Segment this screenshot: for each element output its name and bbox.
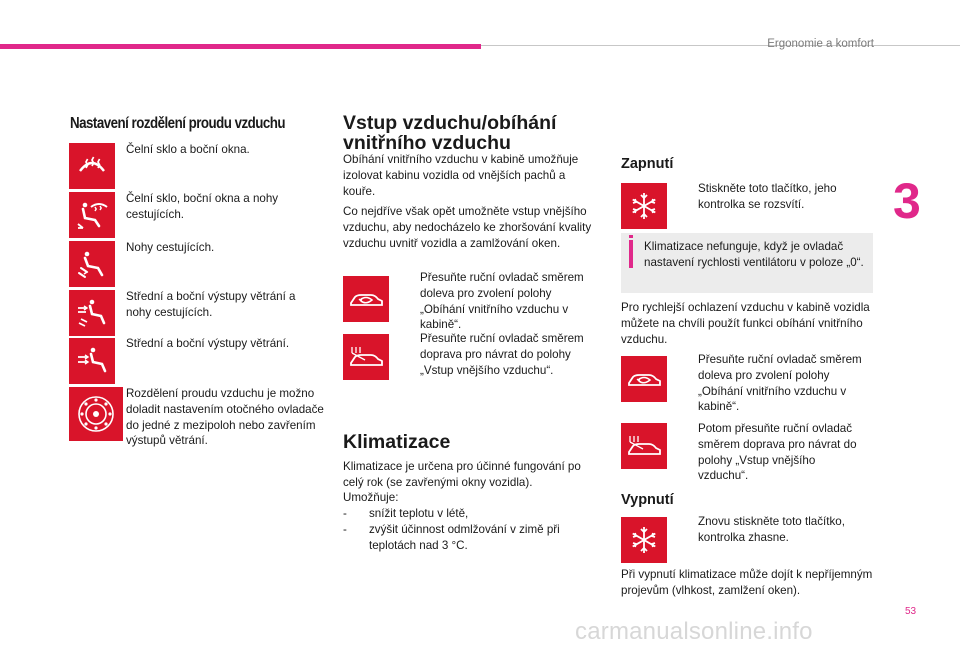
outside-air-icon [621, 423, 667, 469]
list-item: Střední a boční výstupy větrání. [126, 337, 290, 350]
distribution-dial-icon [69, 387, 123, 441]
center-vents-and-feet-icon [69, 290, 115, 336]
list-item: - snížit teplotu v létě, [343, 507, 469, 520]
switch-off-heading: Vypnutí [621, 492, 674, 508]
fast-cooling-paragraph: Pro rychlejší ochlazení vzduchu v kabině vozidla můžete na chvíli použít funkci obíhání vnitřního vzduchu. [621, 301, 870, 346]
airflow-distribution-heading: Nastavení rozdělení proudu vzduchu [70, 115, 286, 132]
list-item: Přesuňte ruční ovladač směrem doleva pro zvolení polohy „Obíhání vnitřního vzduchu v kabině“. [420, 271, 584, 332]
air-intake-heading: Vstup vzduchu/obíhání vnitřního vzduchu [343, 112, 557, 154]
header-accent-bar [0, 44, 481, 49]
list-item: Přesuňte ruční ovladač směrem doleva pro zvolení polohy „Obíhání vnitřního vzduchu v kabině“. [698, 353, 862, 414]
section-title: Ergonomie a komfort [767, 38, 874, 50]
chapter-number: 3 [893, 173, 921, 229]
recirculation-paragraph: Obíhání vnitřního vzduchu v kabině umožňuje izolovat kabinu vozidla od vnějších pachů a kouře. [343, 153, 579, 198]
list-item: Čelní sklo a boční okna. [126, 143, 250, 156]
feet-airflow-icon [69, 241, 115, 287]
air-conditioning-heading: Klimatizace [343, 431, 451, 453]
list-item: Nohy cestujících. [126, 241, 215, 254]
dash-marker: - [343, 507, 347, 520]
list-item: Střední a boční výstupy větrání a nohy cestujících. [126, 290, 296, 319]
windscreen-defrost-icon [69, 143, 115, 189]
list-item: Rozdělení proudu vzduchu je možno doladit nastavením otočného ovladače do jedné z mezipoloh nebo zavřením výstupů větrání. [126, 387, 324, 448]
switch-on-heading: Zapnutí [621, 156, 674, 172]
list-item: Stiskněte toto tlačítko, jeho kontrolka se rozsvítí. [698, 182, 837, 211]
ac-snowflake-icon [621, 183, 667, 229]
list-item: Čelní sklo, boční okna a nohy cestujících. [126, 192, 279, 221]
recirculation-icon [621, 356, 667, 402]
ac-allows-label: Umožňuje: [343, 491, 399, 504]
info-text: Klimatizace nefunguje, když je ovladač nastavení rychlosti ventilátoru v poloze „0“. [644, 240, 864, 269]
list-item: - zvýšit účinnost odmlžování v zimě při teplotách nad 3 °C. [343, 522, 560, 552]
info-icon [629, 240, 633, 268]
windscreen-and-feet-icon [69, 192, 115, 238]
info-note [621, 233, 873, 293]
list-item: Znovu stiskněte toto tlačítko, kontrolka zhasne. [698, 515, 845, 544]
ac-paragraph: Klimatizace je určena pro účinné fungování po celý rok (se zavřenými okny vozidla). [343, 460, 581, 489]
dash-marker: - [343, 522, 347, 536]
page-number: 53 [905, 606, 917, 617]
list-item: Přesuňte ruční ovladač směrem doprava pro návrat do polohy „Vstup vnějšího vzduchu“. [420, 332, 584, 377]
list-item: Potom přesuňte ruční ovladač směrem doprava pro návrat do polohy „Vstup vnějšího vzduchu“. [698, 422, 857, 483]
header-divider [481, 45, 960, 46]
center-vents-icon [69, 338, 115, 384]
ac-snowflake-icon [621, 517, 667, 563]
outside-air-icon [343, 334, 389, 380]
watermark: carmanualsonline.info [575, 618, 813, 645]
fresh-air-paragraph: Co nejdříve však opět umožněte vstup vnějšího vzduchu, aby nedocházelo ke zhoršování kvality vzduchu uvnitř vozidla a zamlžování oken. [343, 205, 592, 250]
switch-off-paragraph: Při vypnutí klimatizace může dojít k nepříjemným projevům (vlhkost, zamlžení oken). [621, 568, 873, 597]
recirculation-icon [343, 276, 389, 322]
